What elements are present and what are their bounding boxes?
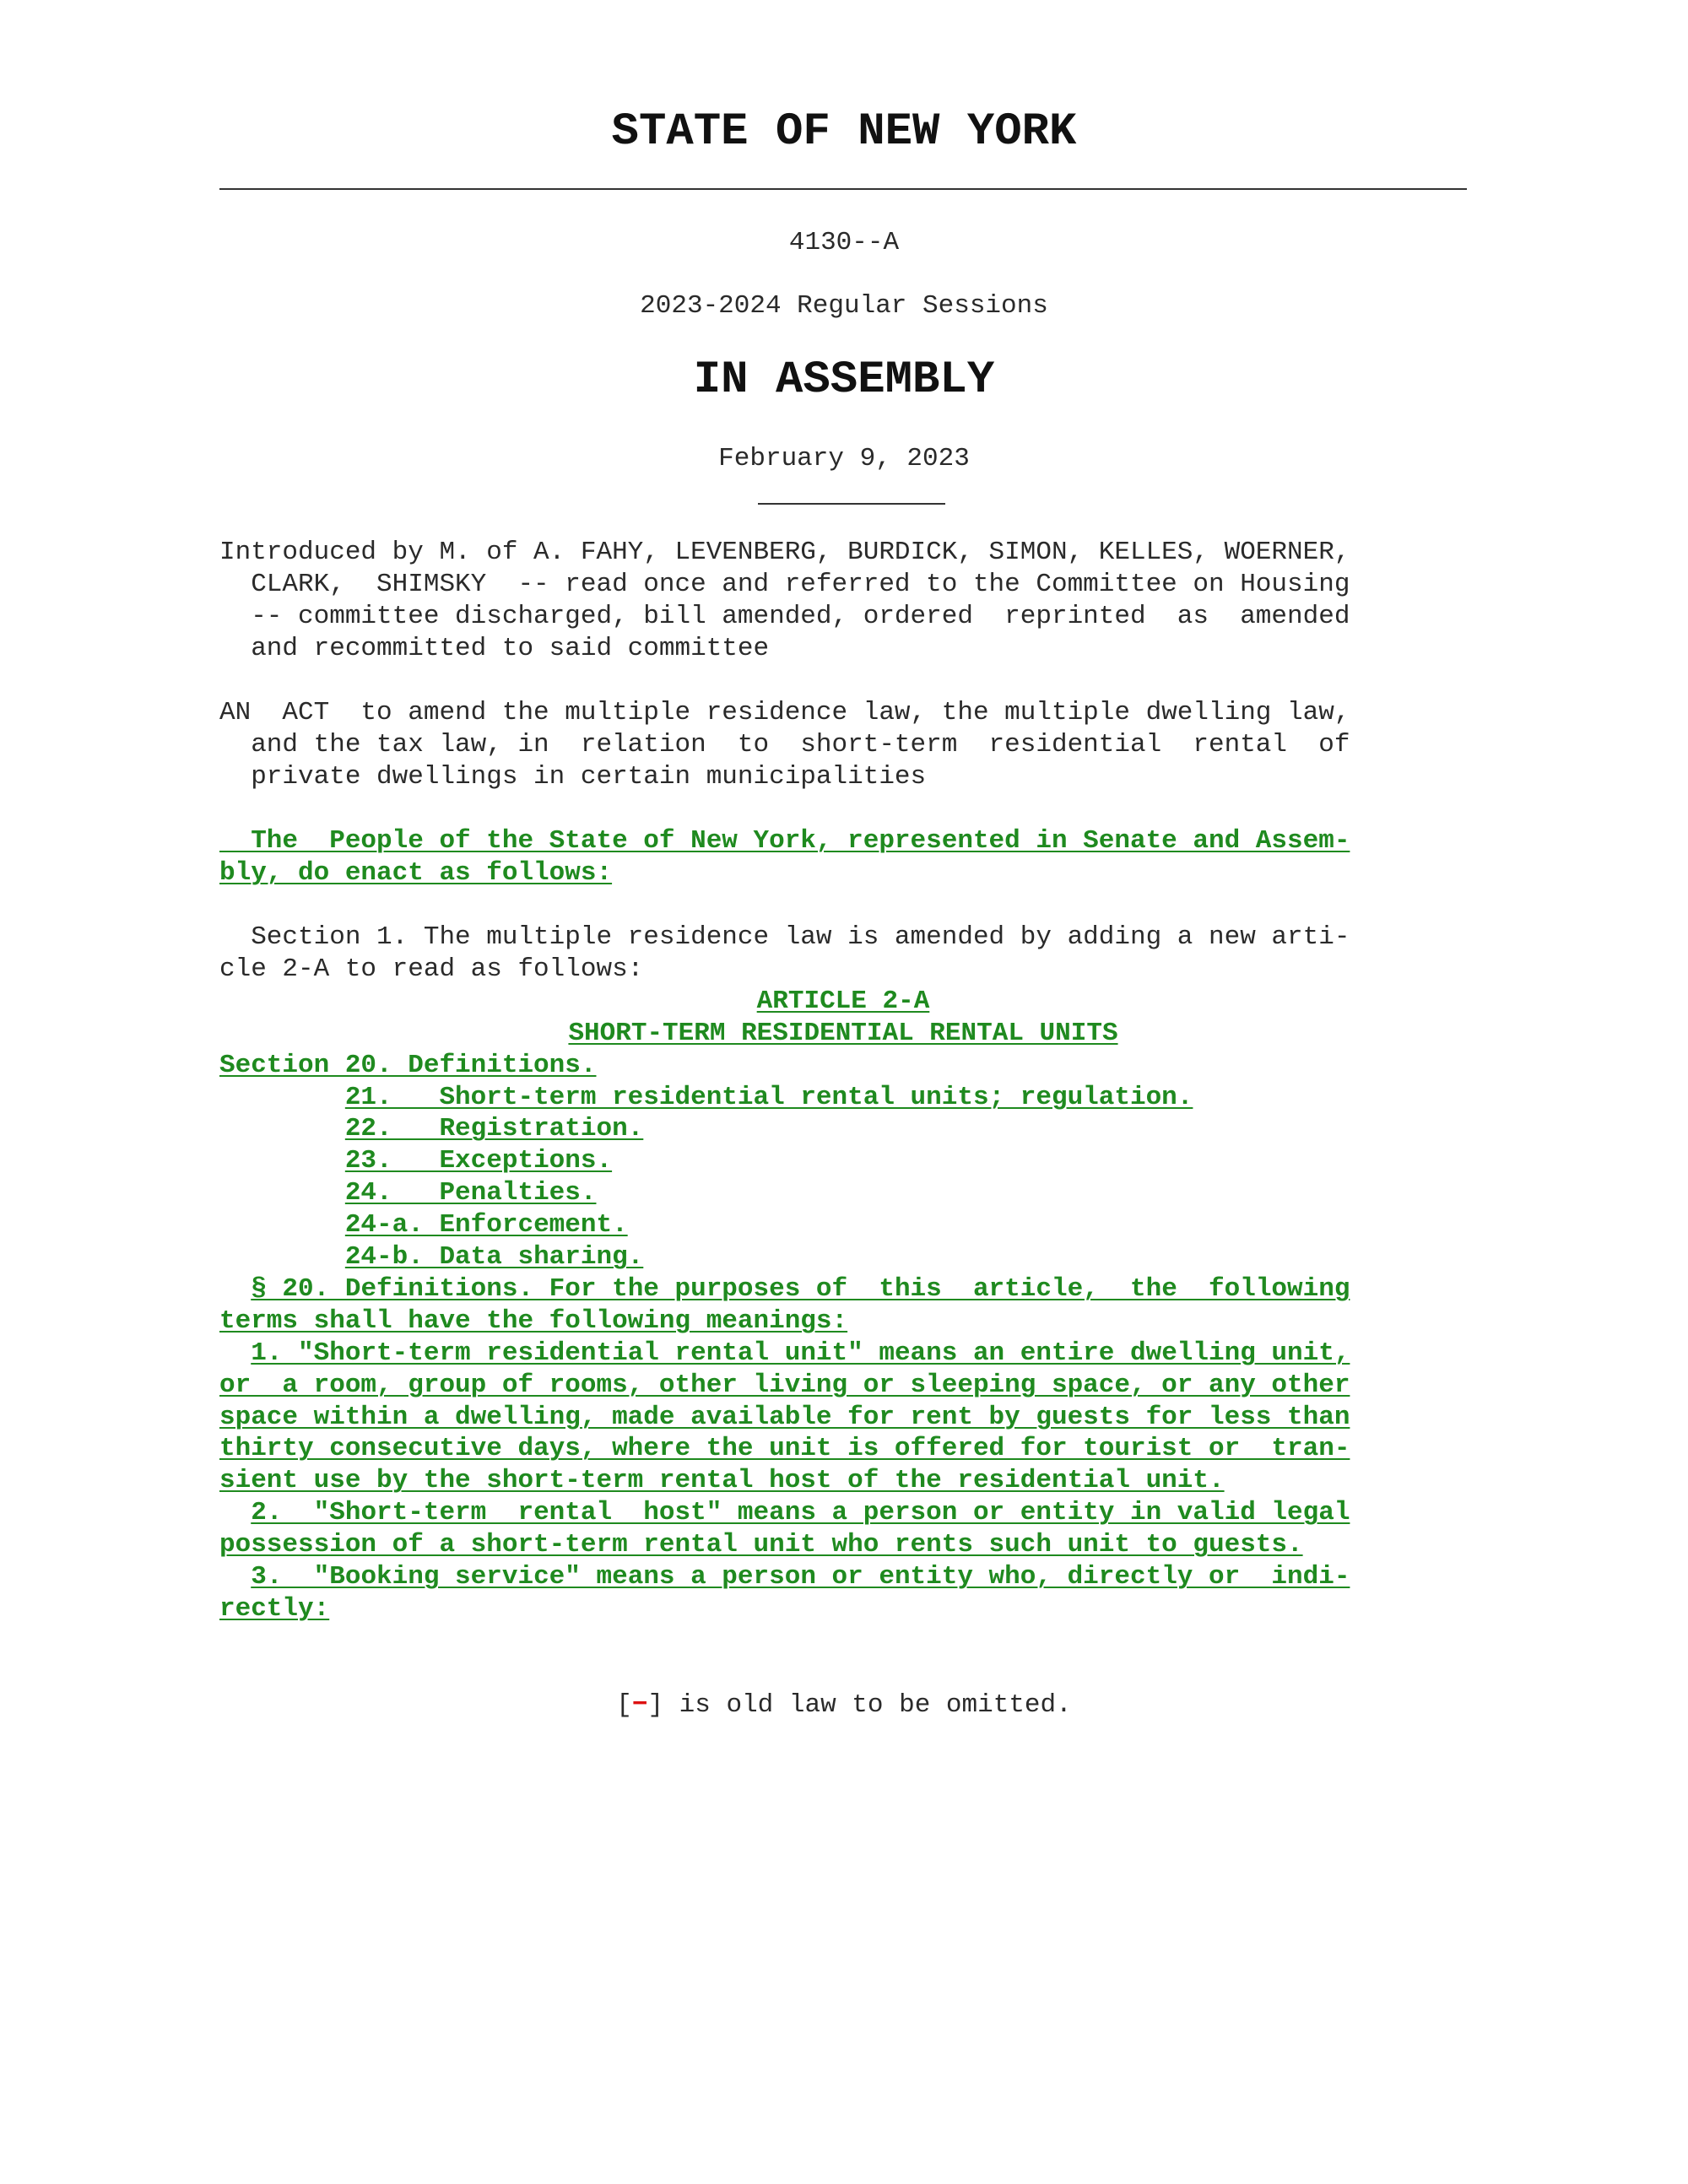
article-heading: SHORT-TERM RESIDENTIAL RENTAL UNITS	[568, 1018, 1118, 1048]
new-matter: 3. "Booking service" means a person or entity who, directly or indi-	[251, 1562, 1350, 1592]
intro-line: Introduced by M. of A. FAHY, LEVENBERG, BURDICK, SIMON, KELLES, WOERNER,	[219, 538, 1350, 567]
act-line: private dwellings in certain municipalities	[219, 762, 927, 792]
enacting-line: bly, do enact as follows:	[219, 858, 613, 888]
line-text	[219, 1083, 345, 1112]
omitted-marker: −	[631, 1690, 648, 1720]
line-text	[219, 1146, 345, 1176]
new-matter: § 20. Definitions. For the purposes of this article, the following	[251, 1273, 1350, 1304]
line-text: cle 2-A to read as follows:	[219, 954, 644, 984]
line-text	[219, 1178, 345, 1208]
line-text	[219, 1338, 251, 1368]
session-label: 2023-2024 Regular Sessions	[640, 291, 1048, 321]
bill-date: February 9, 2023	[718, 444, 970, 473]
new-matter: 24. Penalties.	[344, 1178, 597, 1208]
new-matter: 2. "Short-term rental host" means a person or entity in valid legal	[251, 1498, 1350, 1528]
line-text	[219, 1562, 251, 1592]
intro-line: -- committee discharged, bill amended, ordered reprinted as amended	[219, 602, 1350, 631]
enacting-line: The People of the State of New York, represented in Senate and Assem-	[219, 826, 1350, 856]
new-matter: sient use by the short-term rental host of the residential unit.	[219, 1466, 1225, 1496]
intro-line: and recommitted to said committee	[219, 634, 770, 663]
state-title: STATE OF NEW YORK	[611, 106, 1077, 158]
new-matter: rectly:	[219, 1593, 330, 1624]
new-matter: or a room, group of rooms, other living or sleeping space, or any other	[219, 1370, 1350, 1400]
article-heading: ARTICLE 2-A	[756, 986, 930, 1016]
line-text: Section 1. The multiple residence law is amended by adding a new arti-	[219, 922, 1350, 952]
new-matter: 24-a. Enforcement.	[344, 1210, 628, 1241]
new-matter: Section 20. Definitions.	[219, 1050, 597, 1080]
bracket-open: [	[616, 1690, 632, 1720]
title-divider	[219, 188, 1467, 190]
line-text	[219, 1498, 251, 1527]
new-matter: terms shall have the following meanings:	[219, 1306, 848, 1336]
line-text	[219, 1114, 345, 1143]
line-text	[219, 1274, 251, 1304]
new-matter: thirty consecutive days, where the unit is offered for tourist or tran-	[219, 1434, 1350, 1464]
new-matter: possession of a short-term rental unit who rents such unit to guests.	[219, 1530, 1303, 1560]
new-matter: 21. Short-term residential rental units; regulation.	[344, 1082, 1193, 1112]
line-text	[219, 1242, 345, 1272]
bracket-explanation: ] is old law to be omitted.	[647, 1690, 1072, 1720]
intro-line: CLARK, SHIMSKY -- read once and referred to the Committee on Housing	[219, 570, 1350, 599]
act-line: and the tax law, in relation to short-term residential rental of	[219, 730, 1350, 760]
act-line: AN ACT to amend the multiple residence law, the multiple dwelling law,	[219, 698, 1350, 727]
chamber-title: IN ASSEMBLY	[693, 354, 995, 406]
new-matter: 24-b. Data sharing.	[344, 1242, 644, 1272]
new-matter: 23. Exceptions.	[344, 1146, 613, 1176]
new-matter: 22. Registration.	[344, 1114, 644, 1144]
new-matter: 1. "Short-term residential rental unit" means an entire dwelling unit,	[251, 1338, 1350, 1368]
line-text	[219, 1210, 345, 1240]
date-divider	[758, 503, 945, 505]
new-matter: space within a dwelling, made available for rent by guests for less than	[219, 1402, 1350, 1432]
bill-number: 4130--A	[788, 228, 900, 257]
